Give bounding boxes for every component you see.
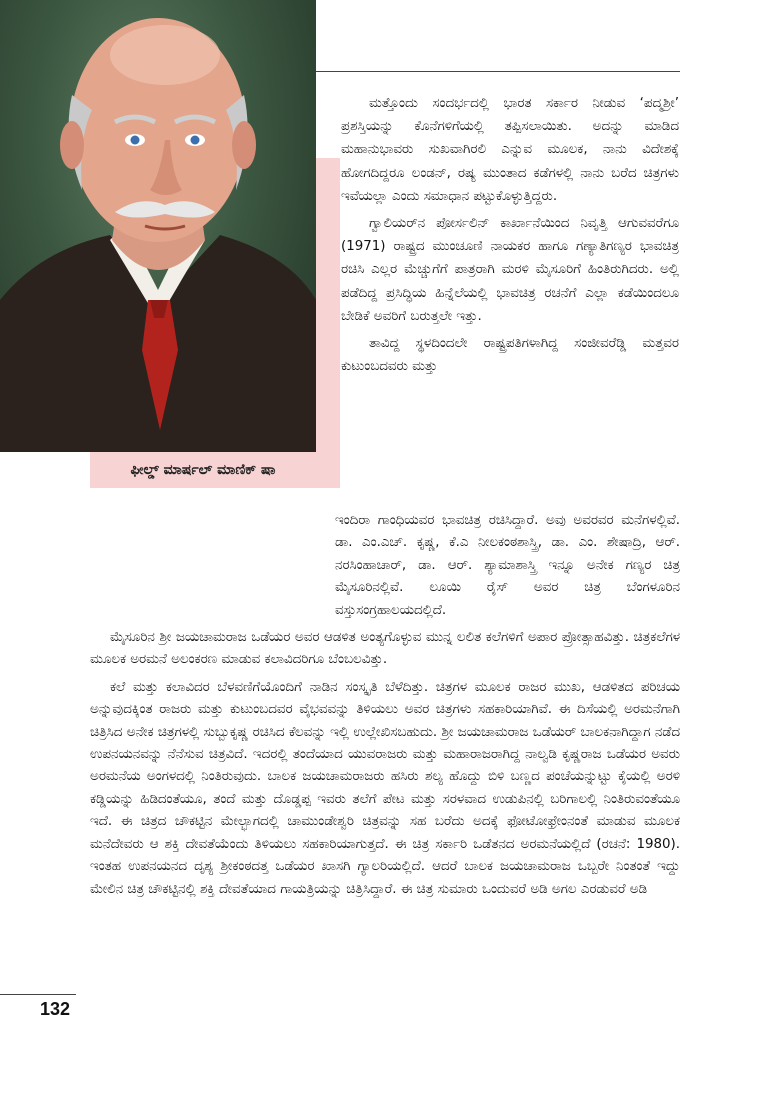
- portrait-illustration: [0, 0, 316, 452]
- paragraph: ಮತ್ತೊಂದು ಸಂದರ್ಭದಲ್ಲಿ ಭಾರತ ಸರ್ಕಾರ ನೀಡುವ ‘ಪದ್ಮಶ್ರೀ’ ಪ್ರಶಸ್ತಿಯನ್ನು ಕೊನೆಗಳಿಗೆಯಲ್ಲಿ ತಪ್ಪಿಸಲಾಯಿತು. ಅದನ್ನು ಮಾಡಿದ ಮಹಾನುಭಾವರು ಸುಖವಾಗಿರಲಿ ಎನ್ನುವ ಮೂಲಕ, ನಾನು ವಿದೇಶಕ್ಕೆ ಹೋಗದಿದ್ದರೂ ಲಂಡನ್, ರಷ್ಯ ಮುಂತಾದ ಕಡೆಗಳಲ್ಲಿ ನಾನು ಬರೆದ ಚಿತ್ರಗಳು ಇವೆಯಲ್ಲಾ ಎಂದು ಸಮಾಧಾನ ಪಟ್ಟುಕೊಳ್ಳುತ್ತಿದ್ದರು.: [341, 96, 679, 204]
- paragraph: ಕಲೆ ಮತ್ತು ಕಲಾವಿದರ ಬೆಳವಣಿಗೆಯೊಂದಿಗೆ ನಾಡಿನ ಸಂಸ್ಕೃತಿ ಬೆಳೆದಿತ್ತು. ಚಿತ್ರಗಳ ಮೂಲಕ ರಾಜರ ಮುಖ, ಆಡಳಿತದ ಪರಿಚಯ ಅನ್ನುವುದಕ್ಕಿಂತ ರಾಜರು ಮತ್ತು ಕುಟುಂಬದವರ ವೈಭವವನ್ನು ತಿಳಿಯಲು ಅವರ ಚಿತ್ರಗಳು ಸಹಕಾರಿಯಾಗಿವೆ. ಈ ದಿಸೆಯಲ್ಲಿ ಅರಮನೆಗಾಗಿ ಚಿತ್ರಿಸಿದ ಅನೇಕ ಚಿತ್ರಗಳಲ್ಲಿ ಸುಬ್ಬುಕೃಷ್ಣ ರಚಿಸಿದ ಕೆಲವನ್ನು ಇಲ್ಲಿ ಉಲ್ಲೇಖಿಸಬಹುದು. ಶ್ರೀ ಜಯಚಾಮರಾಜ ಒಡೆಯರ್ ಬಾಲಕನಾಗಿದ್ದಾಗ ನಡೆದ ಉಪನಯನವನ್ನು ನೆನೆಸುವ ಚಿತ್ರವಿದೆ. ಇದರಲ್ಲಿ ತಂದೆಯಾದ ಯುವರಾಜರು ಮತ್ತು ಮಹಾರಾಜರಾಗಿದ್ದ ನಾಲ್ವಡಿ ಕೃಷ್ಣರಾಜ ಒಡೆಯರ ಅವರು ಅರಮನೆಯ ಅಂಗಳದಲ್ಲಿ ನಿಂತಿರುವುದು. ಬಾಲಕ ಜಯಚಾಮರಾಜರು ಹಸಿರು ಶಲ್ಯ ಹೊದ್ದು ಬಿಳಿ ಬಣ್ಣದ ಪಂಚೆಯನ್ನುಟ್ಟು ಕೈಯಲ್ಲಿ ಅರಳಿ ಕಡ್ಡಿಯನ್ನು ಹಿಡಿದಂತೆಯೂ, ತಂದೆ ಮತ್ತು ದೊಡ್ಡಪ್ಪ ಇವರು ತಲೆಗೆ ಪೇಟ ಮತ್ತು ಸರಳವಾದ ಉಡುಪಿನಲ್ಲಿ ಬರಿಗಾಲಲ್ಲಿ ನಿಂತಿರುವಂತೆಯೂ ಇದೆ. ಈ ಚಿತ್ರದ ಚೌಕಟ್ಟಿನ ಮೇಲ್ಭಾಗದಲ್ಲಿ ಚಾಮುಂಡೇಶ್ವರಿ ಚಿತ್ರವನ್ನು ಸಹ ಬರೆದು ಅದಕ್ಕೆ ಫೋಟೋಫ್ರೇಂನಂತೆ ಮಾಡುವ ಮೂಲಕ ಮನೆದೇವರು ಆ ಶಕ್ತಿ ದೇವತೆಯೆಂದು ತಿಳಿಯಲು ಸಹಕಾರಿಯಾಗುತ್ತದೆ. ಈ ಚಿತ್ರ ಸರ್ಕಾರಿ ಒಡೆತನದ ಅರಮನೆಯಲ್ಲಿದೆ (ರಚನೆ: 1980). ಇಂತಹ ಉಪನಯನದ ದೃಶ್ಯ ಶ್ರೀಕಂಠದತ್ತ ಒಡೆಯರ ಖಾಸಗಿ ಗ್ಯಾಲರಿಯಲ್ಲಿದೆ. ಆದರೆ ಬಾಲಕ ಜಯಚಾಮರಾಜ ಒಬ್ಬರೇ ನಿಂತಂತೆ ಇದ್ದು ಮೇಲಿನ ಚಿತ್ರ ಚೌಕಟ್ಟಿನಲ್ಲಿ ಶಕ್ತಿ ದೇವತೆಯಾದ ಗಾಯತ್ರಿಯನ್ನು ಚಿತ್ರಿಸಿದ್ದಾರೆ. ಈ ಚಿತ್ರ ಸುಮಾರು ಒಂದುವರೆ ಅಡಿ ಅಗಲ ಎರಡುವರೆ ಅಡಿ: [90, 679, 680, 897]
- paragraph-continued: ಇಂದಿರಾ ಗಾಂಧಿಯವರ ಭಾವಚಿತ್ರ ರಚಿಸಿದ್ದಾರೆ. ಅವು ಅವರವರ ಮನೆಗಳಲ್ಲಿವೆ. ಡಾ. ಎಂ.ಎಚ್. ಕೃಷ್ಣ, ಕೆ.ಎ ನೀಲಕಂಠಶಾಸ್ತ್ರಿ, ಡಾ. ಎಂ. ಶೇಷಾದ್ರಿ, ಆರ್. ನರಸಿಂಹಾಚಾರ್, ಡಾ. ಆರ್. ಶ್ಯಾಮಾಶಾಸ್ತ್ರಿ ಇನ್ನೂ ಅನೇಕ ಗಣ್ಯರ ಚಿತ್ರ ಮೈಸೂರಿನಲ್ಲಿವೆ. ಲೂಯಿ ರೈಸ್ ಅವರ ಚಿತ್ರ ಬೆಂಗಳೂರಿನ ವಸ್ತುಸಂಗ್ರಹಾಲಯದಲ್ಲಿದೆ.: [335, 513, 680, 618]
- page-number: 132: [40, 999, 71, 1019]
- side-column: [341, 92, 679, 382]
- paragraph: ಗ್ವಾಲಿಯರ್‌ನ ಪೋರ್ಸಲಿನ್ ಕಾರ್ಖಾನೆಯಿಂದ ನಿವೃತ್ತಿ ಆಗುವವರೆಗೂ (1971) ರಾಷ್ಟ್ರದ ಮುಂಚೂಣಿ ನಾಯಕರ ಹಾಗೂ ಗಣ್ಯಾತಿಗಣ್ಯರ ಭಾವಚಿತ್ರ ರಚಿಸಿ ಎಲ್ಲರ ಮೆಚ್ಚುಗೆಗೆ ಪಾತ್ರರಾಗಿ ಮರಳಿ ಮೈಸೂರಿಗೆ ಹಿಂತಿರುಗಿದರು. ಅಲ್ಲಿ ಪಡೆದಿದ್ದ ಪ್ರಸಿದ್ಧಿಯ ಹಿನ್ನೆಲೆಯಲ್ಲಿ ಭಾವಚಿತ್ರ ರಚನೆಗೆ ಎಲ್ಲಾ ಕಡೆಯಿಂದಲೂ ಬೇಡಿಕೆ ಅವರಿಗೆ ಬರುತ್ತಲೇ ಇತ್ತು.: [341, 216, 679, 324]
- portrait-image: [0, 0, 316, 452]
- paragraph: ಮೈಸೂರಿನ ಶ್ರೀ ಜಯಚಾಮರಾಜ ಒಡೆಯರ ಅವರ ಆಡಳಿತ ಅಂತ್ಯಗೊಳ್ಳುವ ಮುನ್ನ ಲಲಿತ ಕಲೆಗಳಿಗೆ ಅಪಾರ ಪ್ರೋತ್ಸಾಹವಿತ್ತು. ಚಿತ್ರಕಲೆಗಳ ಮೂಲಕ ಅರಮನೆ ಅಲಂಕರಣ ಮಾಡುವ ಕಲಾವಿದರಿಗೂ ಬೆಂಬಲವಿತ್ತು.: [90, 630, 680, 668]
- decorative-strip: [316, 158, 340, 488]
- figure-caption-text: ಫೀಲ್ಡ್ ಮಾರ್ಷಲ್ ಮಾಣಿಕ್ ಷಾ: [130, 462, 276, 478]
- body-column: [90, 510, 680, 906]
- footer-divider: [0, 994, 76, 995]
- paragraph: ತಾವಿದ್ದ ಸ್ಥಳದಿಂದಲೇ ರಾಷ್ಟ್ರಪತಿಗಳಾಗಿದ್ದ ಸಂಜೀವರೆಡ್ಡಿ ಮತ್ತವರ ಕುಟುಂಬದವರು ಮತ್ತು: [341, 336, 679, 375]
- figure-caption: [90, 452, 316, 488]
- top-divider: [316, 71, 680, 72]
